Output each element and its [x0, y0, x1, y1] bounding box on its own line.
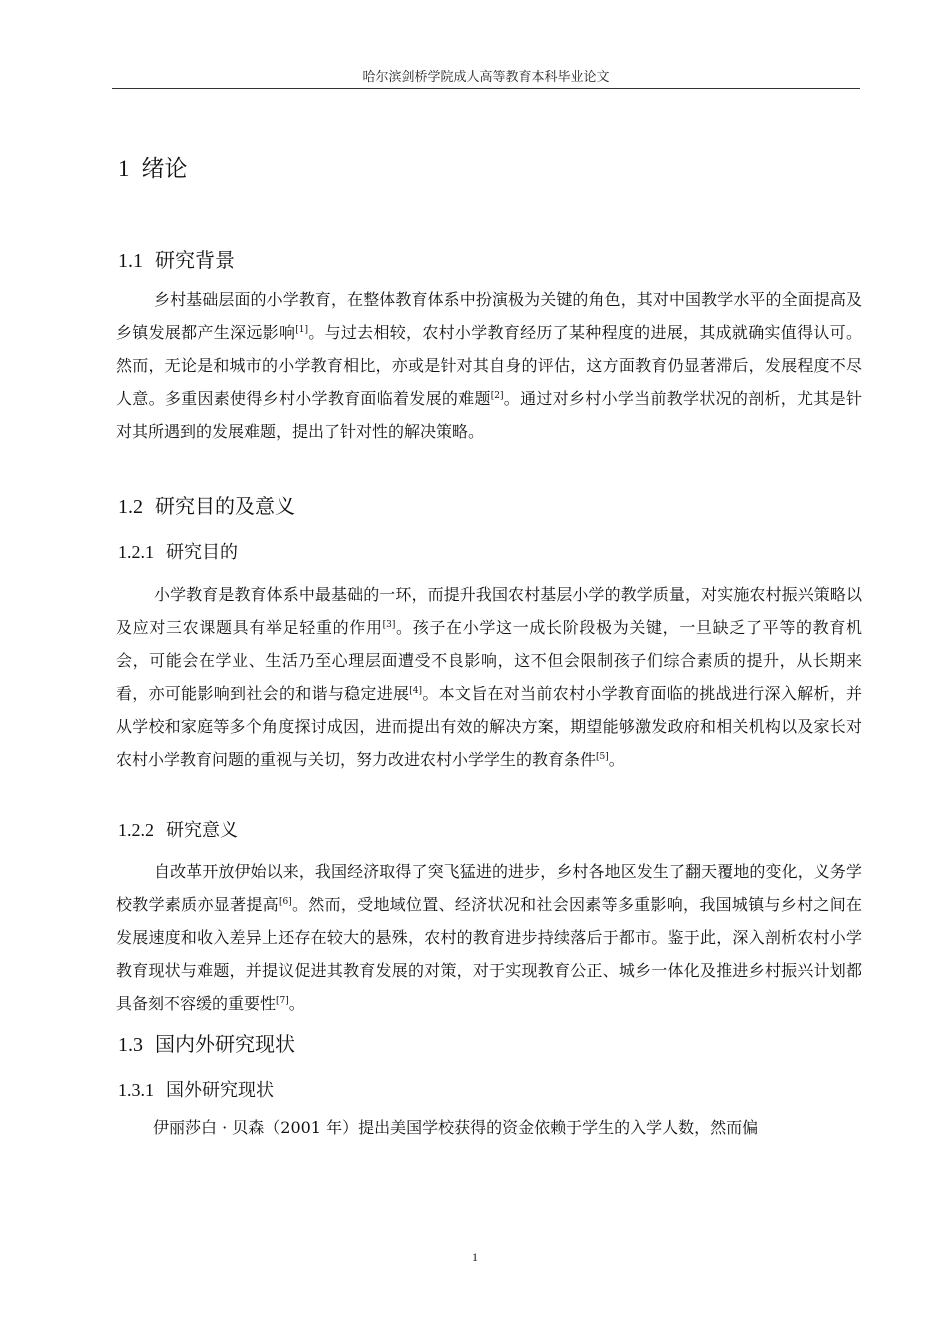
paragraph-text: 自改革开放伊始以来，我国经济取得了突飞猛进的进步，乡村各地区发生了翻天覆地的变化，义务学校教学素质亦显著提高	[116, 862, 862, 914]
citation: [6]	[278, 897, 292, 907]
citation: [2]	[490, 391, 504, 401]
paragraph-text: 。与过去相较，农村小学教育经历了某种程度的进展，其成就确实值得认可。然而，无论是和城市的小学教育相比，亦或是针对其自身的评估，这方面教育仍显著滞后，发展程度不尽人意。多重因素使得乡村小学教育面临着发展的难题	[116, 323, 862, 408]
paragraph-text: 。然而，受地域位置、经济状况和社会因素等多重影响，我国城镇与乡村之间在发展速度和收入差异上还存在较大的悬殊，农村的教育进步持续落后于都市。鉴于此，深入剖析农村小学教育现状与难题，并提议促进其教育发展的对策，对于实现教育公正、城乡一体化及推进乡村振兴计划都具备刻不容缓的重要性	[116, 895, 862, 1013]
paragraph-purpose	[116, 578, 862, 776]
section-heading-1-1	[118, 244, 235, 273]
citation: [7]	[276, 996, 289, 1006]
chapter-heading	[118, 150, 188, 183]
section-number: 1.3	[118, 1034, 143, 1056]
subsection-number: 1.2.1	[118, 542, 154, 562]
paragraph-text: 。通过对乡村小学当前教学状况的剖析，尤其是针对其所遇到的发展难题，提出了针对性的解决策略。	[116, 389, 862, 441]
subsection-heading-1-3-1	[118, 1076, 274, 1102]
paragraph-text: 。	[288, 994, 305, 1013]
subsection-title: 研究目的	[166, 542, 238, 563]
paragraph-text: 。本文旨在对当前农村小学教育面临的挑战进行深入解析，并从学校和家庭等多个角度探讨成因，进而提出有效的解决方案，期望能够激发政府和相关机构以及家长对农村小学教育问题的重视与关切，努力改进农村小学学生的教育条件	[116, 684, 862, 769]
paragraph-foreign-research: 伊丽莎白 · 贝森（2001 年）提出美国学校获得的资金依赖于学生的入学人数，然而偏	[153, 1118, 759, 1137]
subsection-heading-1-2-1	[118, 538, 238, 564]
citation: [4]	[409, 686, 423, 696]
citation: [3]	[382, 620, 396, 630]
section-number: 1.2	[118, 496, 143, 518]
citation: [5]	[596, 752, 609, 762]
subsection-number: 1.2.2	[118, 820, 154, 840]
paragraph-significance	[116, 855, 862, 1020]
paragraph-text: 。	[608, 750, 625, 769]
chapter-title: 绪论	[141, 156, 188, 182]
chapter-number: 1	[118, 156, 130, 181]
paragraph-background	[116, 283, 862, 448]
section-title: 国内外研究现状	[155, 1032, 295, 1056]
section-heading-1-3	[118, 1028, 295, 1057]
subsection-heading-1-2-2	[118, 816, 238, 842]
header-rule	[112, 88, 860, 89]
section-number: 1.1	[118, 250, 143, 272]
section-heading-1-2	[118, 490, 295, 519]
paragraph-text: 乡村基础层面的小学教育，在整体教育体系中扮演极为关键的角色，其对中国教学水平的全面提高及乡镇发展都产生深远影响	[116, 290, 862, 342]
paragraph-text: 小学教育是教育体系中最基础的一环，而提升我国农村基层小学的教学质量，对实施农村振兴策略以及应对三农课题具有举足轻重的作用	[116, 585, 862, 637]
subsection-title: 研究意义	[166, 820, 238, 841]
section-title: 研究背景	[155, 248, 235, 272]
page-number: 1	[472, 1250, 478, 1264]
section-title: 研究目的及意义	[155, 494, 295, 518]
subsection-title: 国外研究现状	[166, 1080, 274, 1101]
subsection-number: 1.3.1	[118, 1080, 154, 1100]
paragraph-text: 。孩子在小学这一成长阶段极为关键，一旦缺乏了平等的教育机会，可能会在学业、生活乃至心理层面遭受不良影响，这不但会限制孩子们综合素质的提升，从长期来看，亦可能影响到社会的和谐与稳定进展	[116, 618, 862, 703]
citation: [1]	[295, 325, 308, 335]
running-header: 哈尔滨剑桥学院成人高等教育本科毕业论文	[362, 70, 610, 85]
